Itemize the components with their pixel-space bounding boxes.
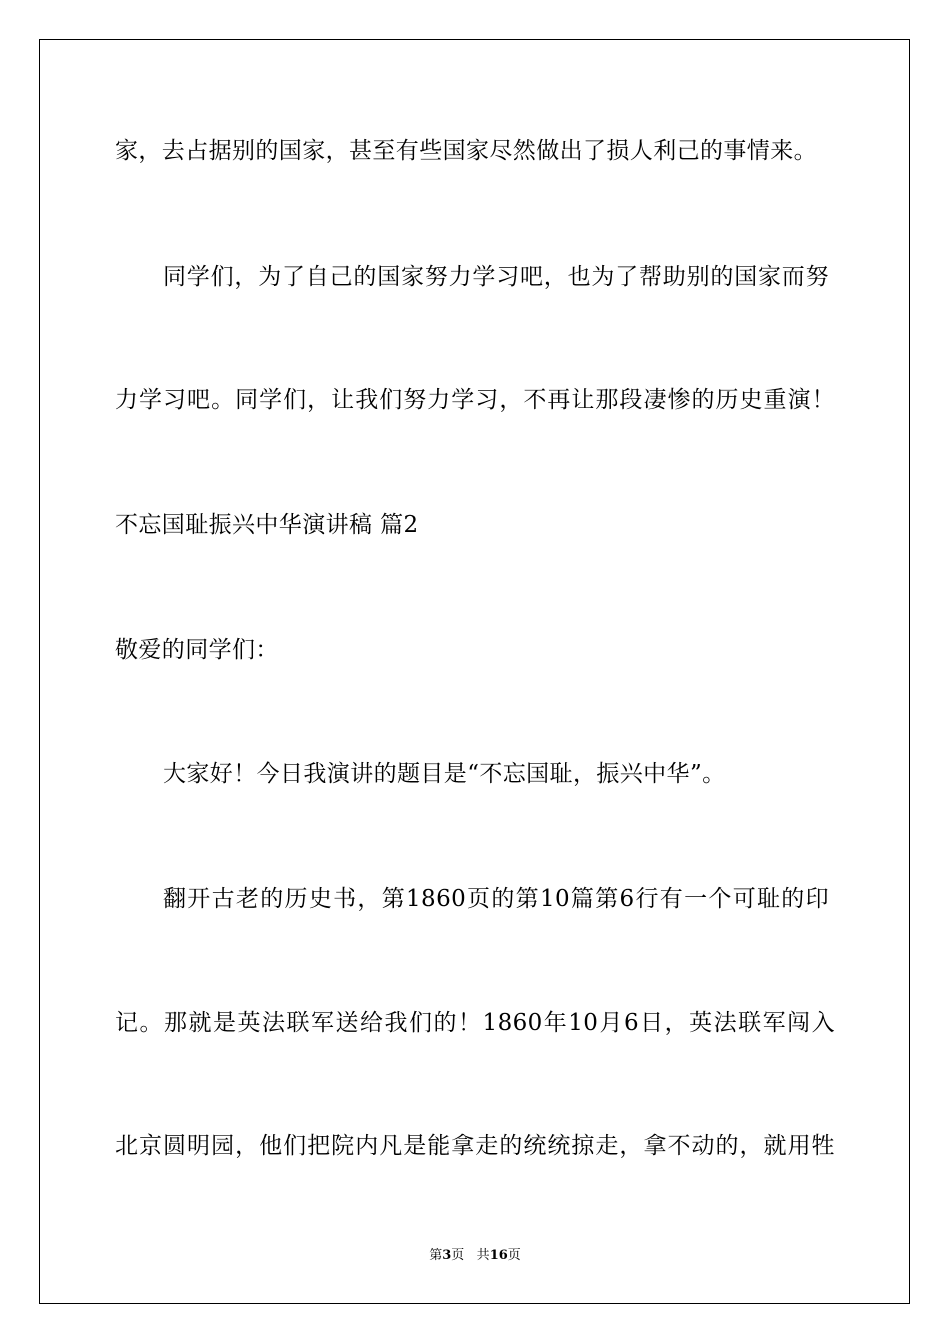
paragraph-line-8: 记。那就是英法联军送给我们的！1860年10月6日，英法联军闯入 [115, 1010, 835, 1036]
paragraph-line-7: 翻开古老的历史书，第1860页的第10篇第6行有一个可耻的印 [163, 886, 829, 912]
paragraph-line-6: 大家好！今日我演讲的题目是“不忘国耻，振兴中华”。 [163, 761, 726, 787]
paragraph-line-1: 家，去占据别的国家，甚至有些国家尽然做出了损人利己的事情来。 [115, 138, 817, 164]
footer-page-suffix: 页 [451, 1248, 465, 1263]
footer-total-suffix: 页 [507, 1248, 521, 1263]
paragraph-line-9: 北京圆明园，他们把院内凡是能拿走的统统掠走，拿不动的，就用牲 [115, 1133, 835, 1159]
page-footer [0, 1244, 950, 1263]
paragraph-line-3: 力学习吧。同学们，让我们努力学习，不再让那段凄惨的历史重演！ [115, 387, 835, 413]
page-frame [39, 39, 910, 1304]
paragraph-line-2: 同学们，为了自己的国家努力学习吧，也为了帮助别的国家而努 [163, 264, 829, 290]
footer-total-prefix: 共 [476, 1248, 490, 1263]
salutation: 敬爱的同学们： [115, 637, 279, 663]
footer-page-number: 3 [442, 1248, 452, 1263]
section-heading: 不忘国耻振兴中华演讲稿 篇2 [115, 512, 419, 538]
footer-total-pages: 16 [489, 1248, 508, 1263]
footer-page-prefix: 第 [429, 1248, 443, 1263]
